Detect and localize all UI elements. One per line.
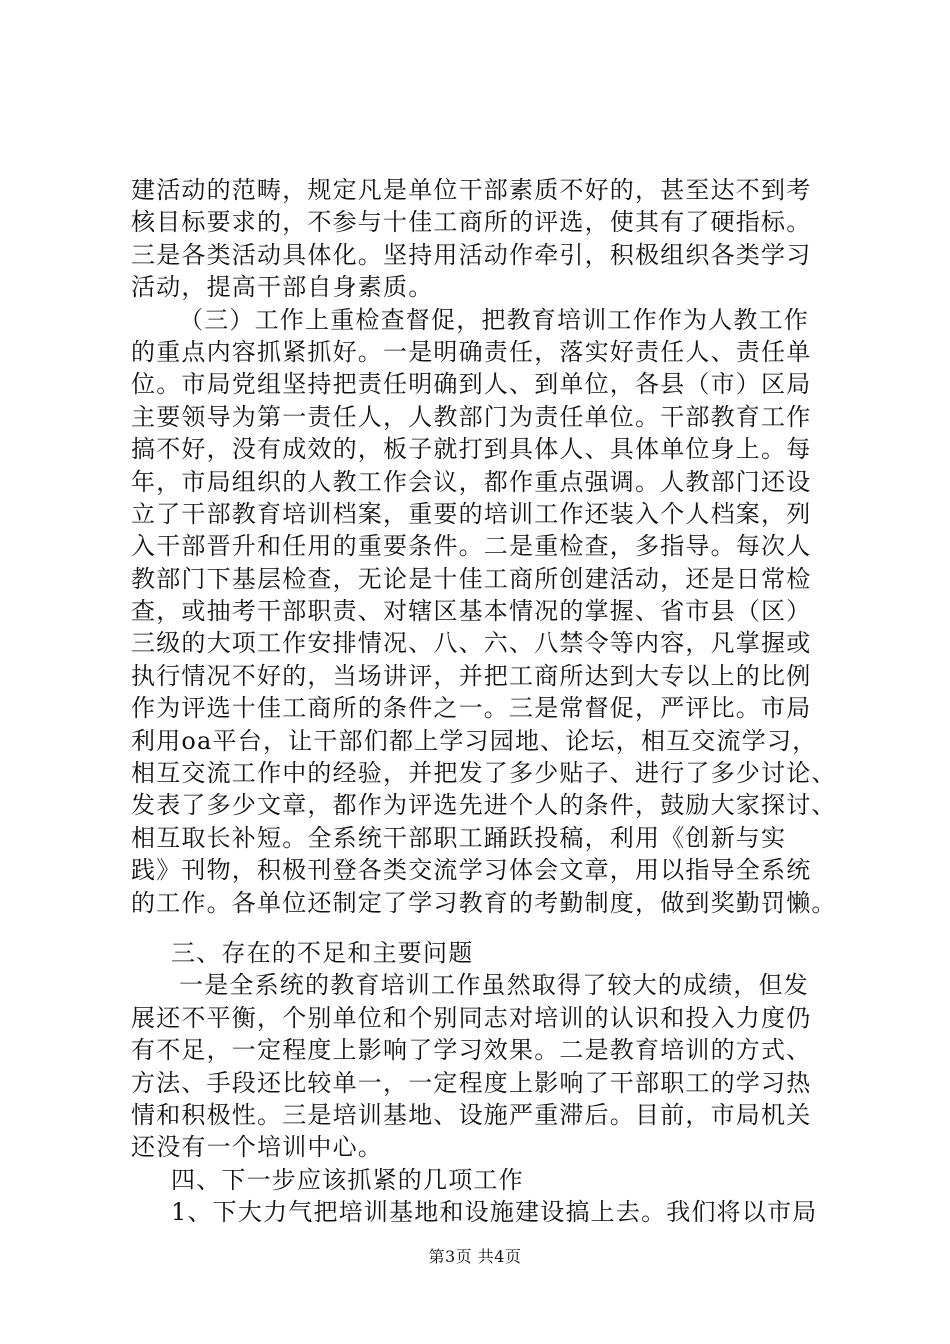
page-number-footer: 第3页 共4页 — [428, 1247, 522, 1266]
text-line: 践》刊物，积极刊登各类交流学习体会文章，用以指导全系统 — [131, 856, 812, 885]
text-line: 情和积极性。三是培训基地、设施严重滞后。目前，市局机关 — [131, 1100, 812, 1129]
text-line: 三是各类活动具体化。坚持用活动作牵引，积极组织各类学习 — [131, 240, 812, 269]
text-line: 还没有一个培训中心。 — [131, 1133, 383, 1162]
text-line: 核目标要求的，不参与十佳工商所的评选，使其有了硬指标。 — [131, 208, 812, 237]
text-line: 作为评选十佳工商所的条件之一。三是常督促，严评比。市局 — [131, 694, 812, 723]
text-line: 立了干部教育培训档案，重要的培训工作还装入个人档案，列 — [131, 499, 812, 528]
text-line: 利用oa平台，让干部们都上学习园地、论坛，相互交流学习， — [131, 726, 818, 755]
text-line: 展还不平衡，个别单位和个别同志对培训的认识和投入力度仍 — [131, 1003, 812, 1032]
text-line: 位。市局党组坚持把责任明确到人、到单位，各县（市）区局 — [131, 370, 812, 399]
text-line: 的工作。各单位还制定了学习教育的考勤制度，做到奖勤罚懒。 — [131, 888, 837, 917]
text-line: 的重点内容抓紧抓好。一是明确责任，落实好责任人、责任单 — [131, 337, 812, 366]
text-line: 有不足，一定程度上影响了学习效果。二是教育培训的方式、 — [131, 1036, 812, 1065]
text-line: 教部门下基层检查，无论是十佳工商所创建活动，还是日常检 — [131, 564, 812, 593]
text-line: 发表了多少文章，都作为评选先进个人的条件，鼓励大家探讨、 — [131, 791, 837, 820]
paragraph-start-line: 1、下大力气把培训基地和设施建设搞上去。我们将以市局 — [171, 1198, 818, 1227]
text-line: 查，或抽考干部职责、对辖区基本情况的掌握、省市县（区） — [131, 597, 812, 626]
text-line: 执行情况不好的，当场讲评，并把工商所达到大专以上的比例 — [131, 661, 812, 690]
paragraph-start-line: （三）工作上重检查督促，把教育培训工作作为人教工作 — [179, 305, 809, 334]
text-line: 活动，提高干部自身素质。 — [131, 273, 434, 302]
paragraph-start-line: 一是全系统的教育培训工作虽然取得了较大的成绩，但发 — [179, 971, 809, 1000]
text-line: 建活动的范畴，规定凡是单位干部素质不好的，甚至达不到考 — [131, 176, 812, 204]
text-line: 搞不好，没有成效的，板子就打到具体人、具体单位身上。每 — [131, 435, 812, 464]
text-line: 入干部晋升和任用的重要条件。二是重检查，多指导。每次人 — [131, 532, 812, 561]
text-line: 方法、手段还比较单一，一定程度上影响了干部职工的学习热 — [131, 1068, 812, 1097]
text-line: 年，市局组织的人教工作会议，都作重点强调。人教部门还设 — [131, 467, 812, 496]
text-line: 主要领导为第一责任人，人教部门为责任单位。干部教育工作 — [131, 402, 812, 431]
text-line: 相互取长补短。全系统干部职工踊跃投稿，利用《创新与实 — [131, 823, 787, 852]
section-heading: 四、下一步应该抓紧的几项工作 — [171, 1165, 524, 1194]
text-line: 三级的大项工作安排情况、八、六、八禁令等内容，凡掌握或 — [131, 629, 812, 658]
document-body — [131, 174, 851, 1229]
section-heading: 三、存在的不足和主要问题 — [171, 938, 474, 967]
text-line: 相互交流工作中的经验，并把发了多少贴子、进行了多少讨论、 — [131, 759, 837, 788]
paragraph-gap — [131, 919, 851, 937]
